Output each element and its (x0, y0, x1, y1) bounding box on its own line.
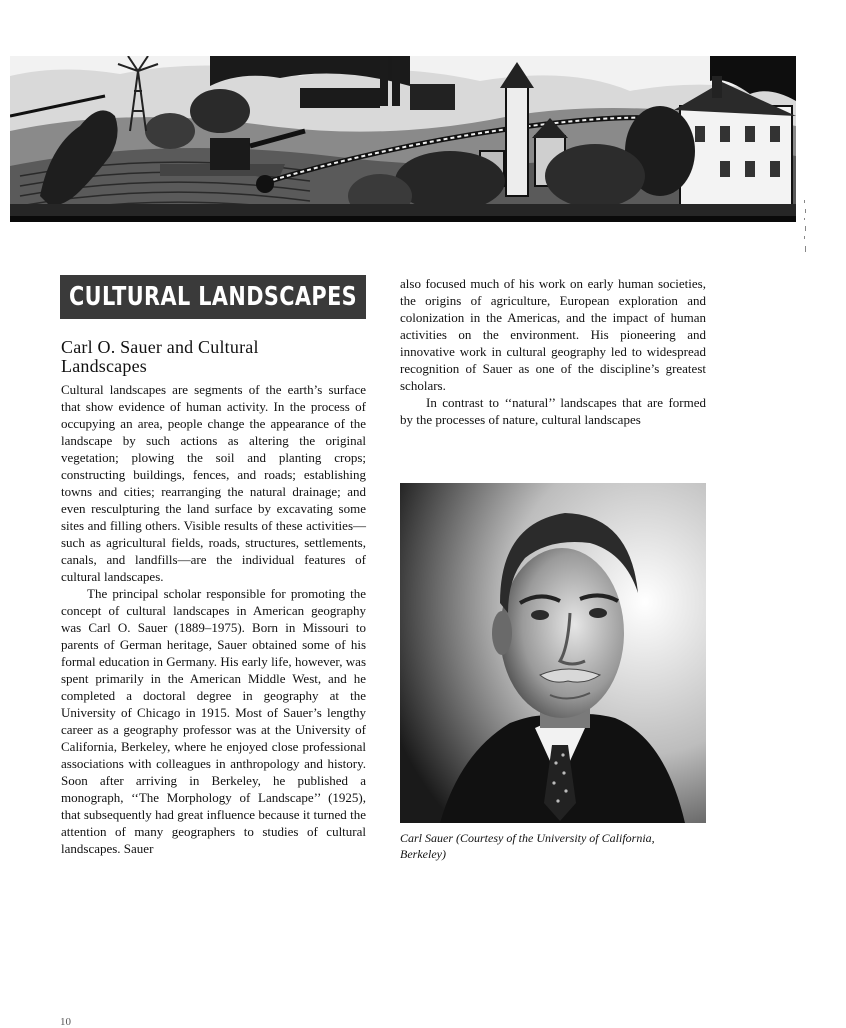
caption-line: Berkeley) (400, 847, 446, 861)
article-heading-line: Carl O. Sauer and Cultural (61, 337, 259, 357)
body-paragraph: Cultural landscapes are segments of the earth’s surface that show evidence of human activity. In the process of occupying an area, people change the appearance of the landscape by such actions as altering the original vegetation; plowing the soil and planting crops; constructing buildings, fences, and roads; establishing towns and cities; rearranging the natural drainage; and even resculpturing the land surface by excavating some sites and filling others. Visible results of these activities—such as agricultural fields, roads, structures, settlements, canals, and landfills—are the individual features of cultural landscapes. (61, 382, 366, 584)
page-edge-scan-marks (802, 200, 810, 254)
body-paragraph: The principal scholar responsible for promoting the concept of cultural landscapes in American geography was Carl O. Sauer (1889–1975). Born in Missouri to parents of German heritage, Sauer obtained some of his formal education in Germany. His early life, however, was spent primarily in the American Middle West, and he completed a doctoral degree in geography at the University of Chicago in 1915. Most of Sauer’s lengthy career as a geography professor was at the University of California, Berkeley, where he enjoyed close professional associations with colleagues in anthropology and history. Soon after arriving in Berkeley, he published a monograph, ‘‘The Morphology of Landscape’’ (1925), that subsequently had great influence because it turned the attention of many geographers to studies of cultural landscapes. Sauer (61, 586, 366, 856)
article-heading (61, 338, 361, 376)
right-text-column (400, 275, 706, 428)
portrait-photo (400, 483, 706, 823)
left-text-column (61, 381, 366, 857)
farm-landscape-banner (10, 56, 796, 222)
photo-caption (400, 830, 706, 862)
section-header-title: CULTURAL LANDSCAPES (68, 282, 358, 312)
article-heading-line: Landscapes (61, 356, 147, 376)
carl-sauer-portrait (400, 483, 706, 823)
body-paragraph: In contrast to ‘‘natural’’ landscapes that are formed by the processes of nature, cultural landscapes (400, 395, 706, 427)
page-number: 10 (60, 1016, 71, 1028)
body-paragraph: also focused much of his work on early human societies, the origins of agriculture, European exploration and colonization in the Americas, and the impact of human activities on the environment. His pioneering and innovative work in cultural geography led to widespread recognition of Sauer as one of the discipline’s greatest scholars. (400, 276, 706, 393)
farm-landscape-illustration (10, 56, 796, 222)
caption-line: Carl Sauer (Courtesy of the University of California, (400, 831, 655, 845)
section-header-banner (60, 275, 366, 319)
